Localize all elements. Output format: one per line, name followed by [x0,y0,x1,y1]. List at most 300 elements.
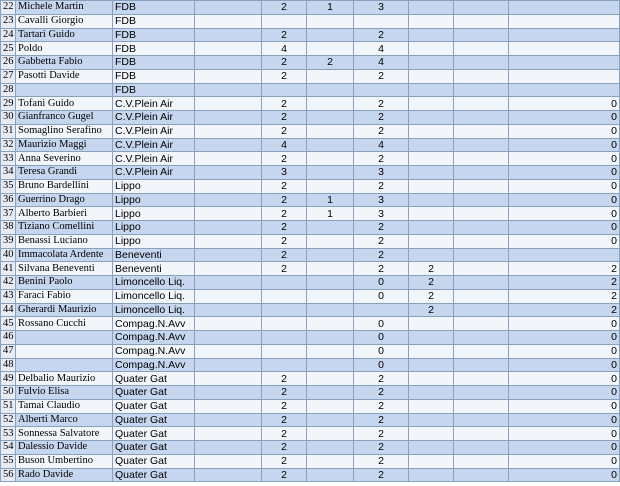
value-cell-1[interactable]: 2 [262,1,307,15]
total-cell[interactable]: 2 [354,468,409,482]
value-cell-4[interactable] [409,166,454,180]
table-row[interactable] [1,331,620,345]
total-cell[interactable]: 0 [354,289,409,303]
result-cell[interactable] [509,28,620,42]
result-cell[interactable]: 0 [509,207,620,221]
total-cell[interactable] [354,303,409,317]
name-cell[interactable]: Benassi Luciano [16,234,113,248]
name-cell[interactable]: Rossano Cucchi [16,317,113,331]
value-cell-1[interactable]: 2 [262,386,307,400]
blank-cell[interactable] [195,317,262,331]
value-cell-2[interactable] [307,358,354,372]
value-cell-4[interactable] [409,56,454,70]
value-cell-1[interactable]: 2 [262,454,307,468]
value-cell-4[interactable] [409,28,454,42]
value-cell-1[interactable]: 2 [262,69,307,83]
name-cell[interactable]: Cavalli Giorgio [16,14,113,28]
team-cell[interactable]: C.V.Plein Air [113,152,195,166]
value-cell-4[interactable] [409,331,454,345]
blank-cell[interactable] [454,83,509,97]
table-row[interactable] [1,262,620,276]
table-row[interactable] [1,138,620,152]
value-cell-1[interactable] [262,358,307,372]
value-cell-1[interactable]: 2 [262,441,307,455]
value-cell-2[interactable] [307,427,354,441]
value-cell-4[interactable] [409,441,454,455]
name-cell[interactable]: Tamai Claudio [16,399,113,413]
value-cell-2[interactable] [307,111,354,125]
blank-cell[interactable] [195,399,262,413]
value-cell-2[interactable] [307,14,354,28]
value-cell-1[interactable]: 2 [262,179,307,193]
team-cell[interactable]: Lippo [113,234,195,248]
value-cell-2[interactable] [307,152,354,166]
name-cell[interactable] [16,344,113,358]
table-row[interactable] [1,303,620,317]
blank-cell[interactable] [195,441,262,455]
value-cell-4[interactable]: 2 [409,289,454,303]
value-cell-1[interactable]: 4 [262,138,307,152]
value-cell-1[interactable] [262,14,307,28]
blank-cell[interactable] [195,427,262,441]
blank-cell[interactable] [195,56,262,70]
row-number-cell[interactable]: 45 [1,317,16,331]
total-cell[interactable]: 0 [354,317,409,331]
blank-cell[interactable] [195,193,262,207]
team-cell[interactable]: FDB [113,56,195,70]
name-cell[interactable]: Poldo [16,42,113,56]
result-cell[interactable]: 0 [509,399,620,413]
value-cell-2[interactable] [307,413,354,427]
blank-cell[interactable] [454,221,509,235]
row-number-cell[interactable]: 40 [1,248,16,262]
blank-cell[interactable] [454,179,509,193]
row-number-cell[interactable]: 52 [1,413,16,427]
team-cell[interactable]: Quater Gat [113,399,195,413]
value-cell-4[interactable] [409,386,454,400]
blank-cell[interactable] [195,83,262,97]
row-number-cell[interactable]: 26 [1,56,16,70]
result-cell[interactable]: 0 [509,441,620,455]
blank-cell[interactable] [195,166,262,180]
row-number-cell[interactable]: 25 [1,42,16,56]
team-cell[interactable]: Lippo [113,193,195,207]
blank-cell[interactable] [454,399,509,413]
value-cell-4[interactable] [409,427,454,441]
row-number-cell[interactable]: 54 [1,441,16,455]
result-cell[interactable]: 0 [509,344,620,358]
name-cell[interactable]: Dalessio Davide [16,441,113,455]
name-cell[interactable]: Maurizio Maggi [16,138,113,152]
name-cell[interactable]: Rado Davide [16,468,113,482]
table-row[interactable] [1,386,620,400]
table-row[interactable] [1,234,620,248]
value-cell-4[interactable]: 2 [409,303,454,317]
blank-cell[interactable] [454,441,509,455]
result-cell[interactable]: 0 [509,331,620,345]
total-cell[interactable]: 2 [354,124,409,138]
blank-cell[interactable] [454,386,509,400]
blank-cell[interactable] [195,413,262,427]
value-cell-1[interactable]: 2 [262,56,307,70]
name-cell[interactable]: Tiziano Comellini [16,221,113,235]
team-cell[interactable]: FDB [113,14,195,28]
team-cell[interactable]: Compag.N.Avv [113,317,195,331]
table-row[interactable] [1,166,620,180]
value-cell-4[interactable] [409,42,454,56]
blank-cell[interactable] [195,358,262,372]
total-cell[interactable]: 3 [354,193,409,207]
result-cell[interactable] [509,248,620,262]
value-cell-2[interactable] [307,399,354,413]
team-cell[interactable]: Compag.N.Avv [113,358,195,372]
table-row[interactable] [1,193,620,207]
name-cell[interactable] [16,358,113,372]
table-row[interactable] [1,124,620,138]
result-cell[interactable]: 0 [509,386,620,400]
total-cell[interactable]: 0 [354,276,409,290]
total-cell[interactable]: 4 [354,138,409,152]
total-cell[interactable]: 2 [354,234,409,248]
row-number-cell[interactable]: 36 [1,193,16,207]
value-cell-1[interactable]: 2 [262,248,307,262]
row-number-cell[interactable]: 56 [1,468,16,482]
table-row[interactable] [1,221,620,235]
blank-cell[interactable] [454,56,509,70]
name-cell[interactable]: Delbalio Maurizio [16,372,113,386]
total-cell[interactable]: 2 [354,454,409,468]
blank-cell[interactable] [454,69,509,83]
value-cell-2[interactable] [307,441,354,455]
row-number-cell[interactable]: 24 [1,28,16,42]
blank-cell[interactable] [454,358,509,372]
blank-cell[interactable] [195,262,262,276]
blank-cell[interactable] [454,276,509,290]
blank-cell[interactable] [195,454,262,468]
value-cell-4[interactable] [409,221,454,235]
result-cell[interactable]: 0 [509,427,620,441]
result-cell[interactable]: 2 [509,262,620,276]
name-cell[interactable] [16,83,113,97]
value-cell-1[interactable]: 2 [262,372,307,386]
name-cell[interactable]: Immacolata Ardente [16,248,113,262]
result-cell[interactable]: 0 [509,234,620,248]
row-number-cell[interactable]: 28 [1,83,16,97]
team-cell[interactable]: FDB [113,42,195,56]
total-cell[interactable]: 2 [354,221,409,235]
row-number-cell[interactable]: 37 [1,207,16,221]
table-row[interactable] [1,248,620,262]
table-row[interactable] [1,441,620,455]
blank-cell[interactable] [195,179,262,193]
blank-cell[interactable] [454,207,509,221]
row-number-cell[interactable]: 51 [1,399,16,413]
row-number-cell[interactable]: 38 [1,221,16,235]
result-cell[interactable]: 0 [509,179,620,193]
blank-cell[interactable] [454,234,509,248]
value-cell-2[interactable]: 1 [307,1,354,15]
value-cell-2[interactable] [307,303,354,317]
table-row[interactable] [1,454,620,468]
result-cell[interactable]: 0 [509,152,620,166]
value-cell-1[interactable]: 2 [262,427,307,441]
team-cell[interactable]: Beneventi [113,262,195,276]
result-cell[interactable]: 2 [509,289,620,303]
blank-cell[interactable] [454,413,509,427]
blank-cell[interactable] [454,152,509,166]
value-cell-1[interactable]: 2 [262,468,307,482]
value-cell-1[interactable]: 2 [262,413,307,427]
row-number-cell[interactable]: 50 [1,386,16,400]
team-cell[interactable]: Compag.N.Avv [113,344,195,358]
value-cell-2[interactable] [307,454,354,468]
team-cell[interactable]: C.V.Plein Air [113,124,195,138]
result-cell[interactable]: 0 [509,193,620,207]
total-cell[interactable]: 2 [354,152,409,166]
result-cell[interactable]: 2 [509,276,620,290]
table-row[interactable] [1,97,620,111]
value-cell-2[interactable] [307,386,354,400]
blank-cell[interactable] [454,317,509,331]
row-number-cell[interactable]: 33 [1,152,16,166]
name-cell[interactable]: Tartari Guido [16,28,113,42]
blank-cell[interactable] [195,468,262,482]
name-cell[interactable]: Fulvio Elisa [16,386,113,400]
result-cell[interactable]: 0 [509,454,620,468]
blank-cell[interactable] [195,207,262,221]
team-cell[interactable]: C.V.Plein Air [113,111,195,125]
row-number-cell[interactable]: 48 [1,358,16,372]
team-cell[interactable]: Quater Gat [113,441,195,455]
blank-cell[interactable] [195,42,262,56]
blank-cell[interactable] [454,303,509,317]
table-row[interactable] [1,413,620,427]
value-cell-2[interactable] [307,317,354,331]
value-cell-1[interactable] [262,331,307,345]
table-row[interactable] [1,358,620,372]
total-cell[interactable]: 2 [354,413,409,427]
value-cell-1[interactable] [262,276,307,290]
total-cell[interactable]: 0 [354,344,409,358]
team-cell[interactable]: FDB [113,28,195,42]
result-cell[interactable] [509,1,620,15]
total-cell[interactable]: 2 [354,262,409,276]
total-cell[interactable]: 2 [354,399,409,413]
total-cell[interactable]: 2 [354,97,409,111]
blank-cell[interactable] [195,69,262,83]
value-cell-2[interactable] [307,262,354,276]
total-cell[interactable]: 2 [354,179,409,193]
team-cell[interactable]: Limoncello Liq. [113,303,195,317]
row-number-cell[interactable]: 47 [1,344,16,358]
team-cell[interactable]: Quater Gat [113,372,195,386]
value-cell-4[interactable] [409,193,454,207]
total-cell[interactable]: 0 [354,331,409,345]
value-cell-2[interactable]: 2 [307,56,354,70]
table-row[interactable] [1,468,620,482]
team-cell[interactable]: FDB [113,83,195,97]
value-cell-2[interactable]: 1 [307,207,354,221]
result-cell[interactable] [509,83,620,97]
team-cell[interactable]: Quater Gat [113,386,195,400]
blank-cell[interactable] [195,124,262,138]
blank-cell[interactable] [195,97,262,111]
name-cell[interactable]: Faraci Fabio [16,289,113,303]
value-cell-2[interactable] [307,221,354,235]
result-cell[interactable]: 0 [509,124,620,138]
row-number-cell[interactable]: 53 [1,427,16,441]
table-row[interactable] [1,1,620,15]
blank-cell[interactable] [195,372,262,386]
name-cell[interactable]: Tofani Guido [16,97,113,111]
total-cell[interactable]: 0 [354,358,409,372]
row-number-cell[interactable]: 44 [1,303,16,317]
value-cell-1[interactable] [262,317,307,331]
table-row[interactable] [1,276,620,290]
value-cell-1[interactable]: 2 [262,97,307,111]
value-cell-4[interactable] [409,14,454,28]
blank-cell[interactable] [195,234,262,248]
team-cell[interactable]: Compag.N.Avv [113,331,195,345]
result-cell[interactable]: 0 [509,111,620,125]
value-cell-2[interactable] [307,372,354,386]
value-cell-2[interactable] [307,234,354,248]
value-cell-4[interactable]: 2 [409,262,454,276]
name-cell[interactable]: Somaglino Serafino [16,124,113,138]
blank-cell[interactable] [195,386,262,400]
blank-cell[interactable] [454,289,509,303]
total-cell[interactable]: 4 [354,56,409,70]
table-row[interactable] [1,179,620,193]
value-cell-4[interactable] [409,248,454,262]
value-cell-2[interactable] [307,83,354,97]
blank-cell[interactable] [454,468,509,482]
value-cell-2[interactable] [307,248,354,262]
total-cell[interactable]: 2 [354,69,409,83]
value-cell-1[interactable] [262,344,307,358]
blank-cell[interactable] [195,28,262,42]
value-cell-1[interactable]: 2 [262,152,307,166]
blank-cell[interactable] [454,97,509,111]
value-cell-1[interactable]: 2 [262,234,307,248]
blank-cell[interactable] [454,248,509,262]
value-cell-4[interactable] [409,138,454,152]
value-cell-4[interactable] [409,413,454,427]
team-cell[interactable]: Quater Gat [113,427,195,441]
table-row[interactable] [1,69,620,83]
row-number-cell[interactable]: 42 [1,276,16,290]
total-cell[interactable]: 2 [354,28,409,42]
blank-cell[interactable] [454,193,509,207]
team-cell[interactable]: Quater Gat [113,454,195,468]
row-number-cell[interactable]: 39 [1,234,16,248]
row-number-cell[interactable]: 27 [1,69,16,83]
result-cell[interactable] [509,56,620,70]
value-cell-1[interactable] [262,83,307,97]
name-cell[interactable]: Buson Umbertino [16,454,113,468]
total-cell[interactable] [354,14,409,28]
result-cell[interactable]: 0 [509,372,620,386]
value-cell-2[interactable] [307,97,354,111]
value-cell-2[interactable] [307,124,354,138]
row-number-cell[interactable]: 46 [1,331,16,345]
blank-cell[interactable] [195,289,262,303]
table-row[interactable] [1,83,620,97]
value-cell-2[interactable] [307,42,354,56]
result-cell[interactable] [509,42,620,56]
value-cell-1[interactable]: 2 [262,221,307,235]
team-cell[interactable]: C.V.Plein Air [113,97,195,111]
team-cell[interactable]: Limoncello Liq. [113,276,195,290]
total-cell[interactable]: 2 [354,248,409,262]
result-cell[interactable]: 0 [509,166,620,180]
value-cell-1[interactable]: 3 [262,166,307,180]
total-cell[interactable]: 2 [354,111,409,125]
result-cell[interactable]: 0 [509,221,620,235]
result-cell[interactable]: 0 [509,358,620,372]
team-cell[interactable]: Quater Gat [113,468,195,482]
value-cell-4[interactable] [409,97,454,111]
name-cell[interactable]: Pasotti Davide [16,69,113,83]
name-cell[interactable]: Teresa Grandi [16,166,113,180]
blank-cell[interactable] [195,248,262,262]
row-number-cell[interactable]: 34 [1,166,16,180]
result-cell[interactable]: 0 [509,317,620,331]
row-number-cell[interactable]: 22 [1,1,16,15]
value-cell-2[interactable]: 1 [307,193,354,207]
blank-cell[interactable] [454,166,509,180]
blank-cell[interactable] [454,262,509,276]
value-cell-2[interactable] [307,28,354,42]
team-cell[interactable]: Quater Gat [113,413,195,427]
value-cell-1[interactable]: 2 [262,207,307,221]
blank-cell[interactable] [454,138,509,152]
value-cell-4[interactable] [409,83,454,97]
value-cell-4[interactable] [409,69,454,83]
result-cell[interactable] [509,69,620,83]
row-number-cell[interactable]: 35 [1,179,16,193]
name-cell[interactable]: Gherardi Maurizio [16,303,113,317]
blank-cell[interactable] [195,1,262,15]
value-cell-4[interactable] [409,1,454,15]
value-cell-1[interactable]: 4 [262,42,307,56]
team-cell[interactable]: Limoncello Liq. [113,289,195,303]
row-number-cell[interactable]: 32 [1,138,16,152]
value-cell-4[interactable] [409,317,454,331]
blank-cell[interactable] [454,427,509,441]
total-cell[interactable]: 2 [354,372,409,386]
blank-cell[interactable] [195,303,262,317]
value-cell-4[interactable] [409,111,454,125]
name-cell[interactable]: Sonnessa Salvatore [16,427,113,441]
row-number-cell[interactable]: 29 [1,97,16,111]
table-row[interactable] [1,372,620,386]
total-cell[interactable]: 2 [354,427,409,441]
blank-cell[interactable] [454,42,509,56]
value-cell-4[interactable] [409,372,454,386]
blank-cell[interactable] [454,28,509,42]
value-cell-2[interactable] [307,468,354,482]
blank-cell[interactable] [454,111,509,125]
value-cell-1[interactable]: 2 [262,262,307,276]
name-cell[interactable] [16,331,113,345]
team-cell[interactable]: C.V.Plein Air [113,138,195,152]
value-cell-4[interactable] [409,234,454,248]
table-row[interactable] [1,427,620,441]
name-cell[interactable]: Guerrino Drago [16,193,113,207]
row-number-cell[interactable]: 41 [1,262,16,276]
value-cell-1[interactable]: 2 [262,111,307,125]
